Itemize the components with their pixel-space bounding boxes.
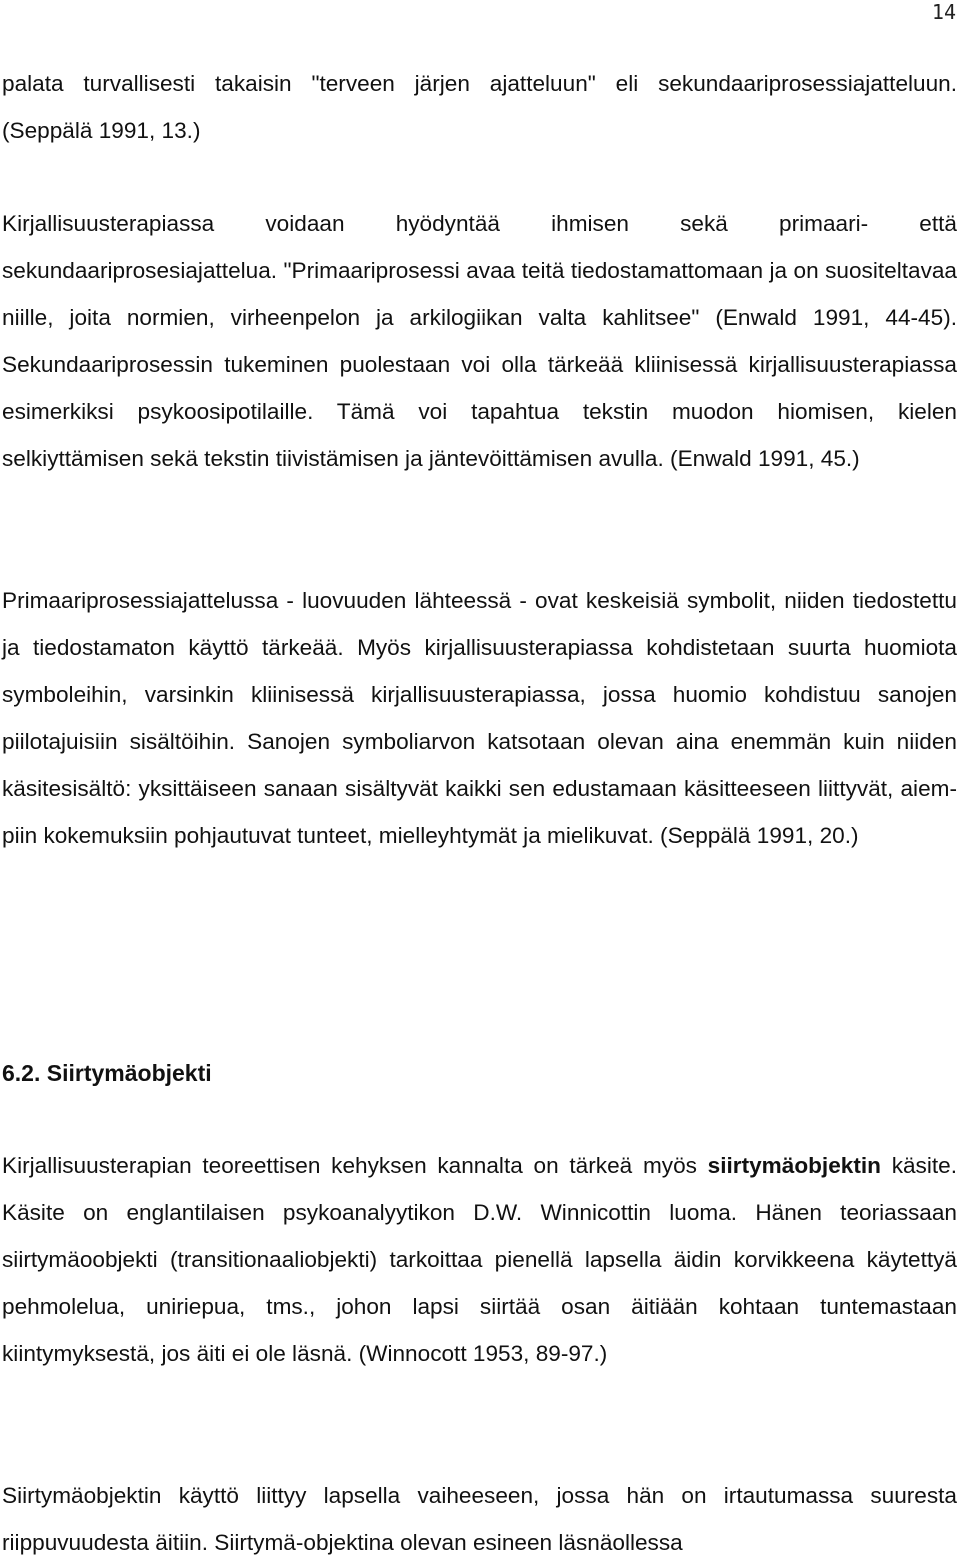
paragraph-text-rest: käsite. Käsite on englantilaisen psykoanalyytikon D.W. Winnicottin luoma. Hänen teoriassaan siirtymäoobjekti (transitionaaliobjekti) tarkoittaa pienellä lapsella äidin korvikkeena käytettyä pehmolelua, uniriepua, tms., johon lapsi siirtää osan äitiään kohtaan tuntemastaan kiintymyksestä, jos äiti ei ole läsnä. (Winnocott 1953, 89-97.) [2,1153,957,1366]
paragraph-primary-secondary-process: Kirjallisuusterapiassa voidaan hyödyntää ihmisen sekä primaari- että sekundaariprosesiajattelua. "Primaariprosessi avaa teitä tiedostamattomaan ja on suositeltavaa niille, joita normien, virheenpelon ja arkilogiikan valta kahlitsee" (Enwald 1991, 44-45). Sekundaariprosessin tukeminen puolestaan voi olla tärkeää kliinisessä kirjallisuusterapiassa esimerkiksi psykoosipotilaille. Tämä voi tapahtua tekstin muodon hiomisen, kielen selkiyttämisen sekä tekstin tiivistämisen ja jäntevöittämisen avulla. (Enwald 1991, 45.) [2,211,957,471]
page-number: 14 [931,0,956,24]
paragraph-transitional-object [2,1142,957,1377]
paragraph-symbols: Primaariprosessiajattelussa - luovuuden lähteessä - ovat keskeisiä symbolit, niiden tiedostettu ja tiedostamaton käyttö tärkeää. Myös kirjallisuusterapiassa kohdistetaan suurta huomiota symboleihin, varsinkin kliinisessä kirjallisuusterapiassa, jossa huomio kohdistuu sanojen piilotajuisiin sisältöihin. Sanojen symboliarvon katsotaan olevan aina enemmän kuin niiden käsitesisältö: yksittäiseen sanaan sisältyvät kaikki sen edustamaan käsitteeseen liittyvät, aiempiin kokemuksiin pohjautuvat tunteet, mielleyhtymät ja mielikuvat. (Seppälä 1991, 20.) [2,588,957,848]
key-term: siirtymäobjektin [707,1153,881,1178]
section-heading: 6.2. Siirtymäobjekti [2,1060,212,1086]
paragraph-transitional-object-use: Siirtymäobjektin käyttö liittyy lapsella vaiheeseen, jossa hän on irtautumassa suuresta riippuvuudesta äitiin. Siirtymä-objektina olevan esineen läsnäollessa [2,1483,957,1555]
paragraph-continuation: palata turvallisesti takaisin "terveen järjen ajatteluun" eli sekundaariprosessiajatteluun. (Seppälä 1991, 13.) [2,71,957,143]
paragraph-text-start: Kirjallisuusterapian teoreettisen kehyksen kannalta on tärkeä myös [2,1153,708,1178]
